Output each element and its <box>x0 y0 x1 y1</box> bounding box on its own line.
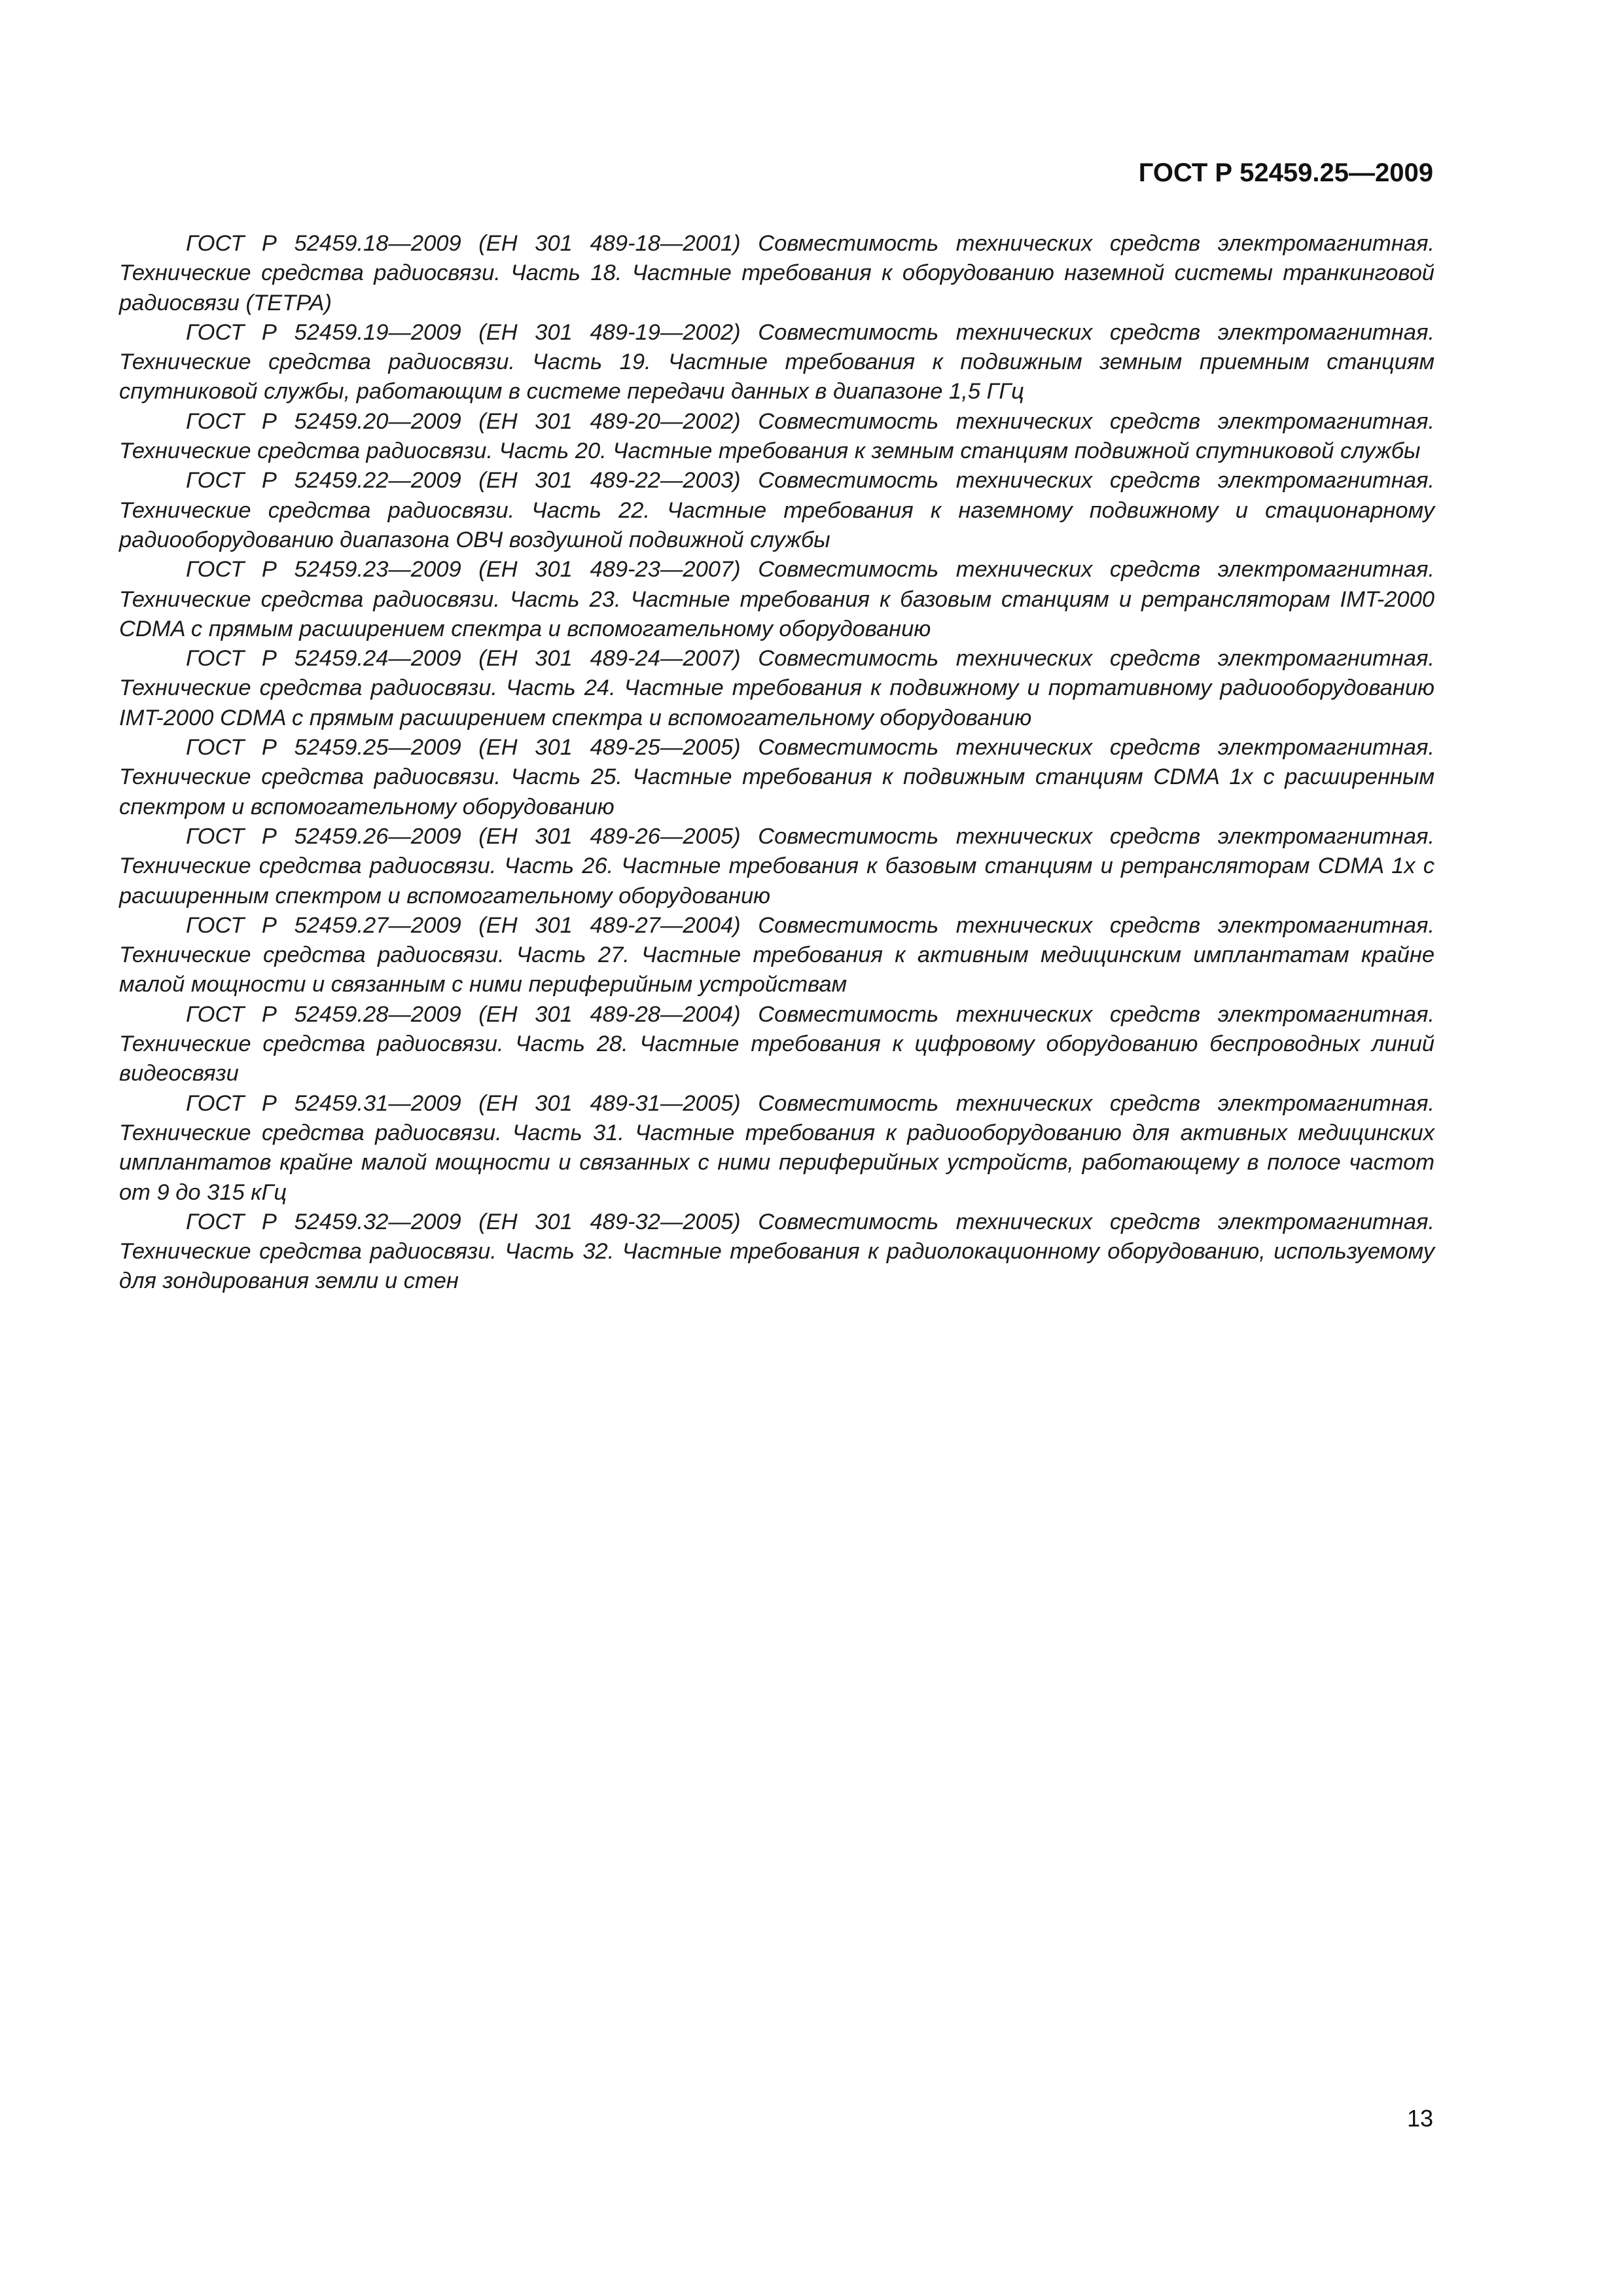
reference-item: ГОСТ Р 52459.32—2009 (ЕН 301 489-32—2005) Совместимость технических средств электромагнитная. Технические средства радиосвязи. Часть 32. Частные требования к радиолокационному оборудованию, используемому для зондирования земли и стен <box>119 1209 1435 1294</box>
reference-item: ГОСТ Р 52459.23—2009 (ЕН 301 489-23—2007) Совместимость технических средств электромагнитная. Технические средства радиосвязи. Часть 23. Частные требования к базовым станциям и ретрансляторам IMT-2000 CDMA с прямым расширением спектра и вспомогательному оборудованию <box>119 557 1435 641</box>
reference-item: ГОСТ Р 52459.18—2009 (ЕН 301 489-18—2001) Совместимость технических средств электромагнитная. Технические средства радиосвязи. Часть 18. Частные требования к оборудованию наземной системы транкинговой радиосвязи (ТЕТРА) <box>119 231 1435 315</box>
reference-item: ГОСТ Р 52459.28—2009 (ЕН 301 489-28—2004) Совместимость технических средств электромагнитная. Технические средства радиосвязи. Часть 28. Частные требования к цифровому оборудованию беспроводных линий видеосвязи <box>119 1001 1435 1086</box>
reference-item: ГОСТ Р 52459.31—2009 (ЕН 301 489-31—2005) Совместимость технических средств электромагнитная. Технические средства радиосвязи. Часть 31. Частные требования к радиооборудованию для активных медицинских имплантатов крайне малой мощности и связанных с ними периферийных устройств, работающему в полосе частот от 9 до 315 кГц <box>119 1090 1435 1205</box>
reference-item: ГОСТ Р 52459.25—2009 (ЕН 301 489-25—2005) Совместимость технических средств электромагнитная. Технические средства радиосвязи. Часть 25. Частные требования к подвижным станциям CDMA 1x с расширенным спектром и вспомогательному оборудованию <box>119 735 1435 819</box>
reference-item: ГОСТ Р 52459.24—2009 (ЕН 301 489-24—2007) Совместимость технических средств электромагнитная. Технические средства радиосвязи. Часть 24. Частные требования к подвижному и портативному радиооборудованию IMT-2000 CDMA с прямым расширением спектра и вспомогательному оборудованию <box>119 646 1435 730</box>
reference-item: ГОСТ Р 52459.27—2009 (ЕН 301 489-27—2004) Совместимость технических средств электромагнитная. Технические средства радиосвязи. Часть 27. Частные требования к активным медицинским имплантатам крайне малой мощности и связанным с ними периферийным устройствам <box>119 912 1435 997</box>
reference-item: ГОСТ Р 52459.26—2009 (ЕН 301 489-26—2005) Совместимость технических средств электромагнитная. Технические средства радиосвязи. Часть 26. Частные требования к базовым станциям и ретрансляторам CDMA 1x с расширенным спектром и вспомогательному оборудованию <box>119 823 1435 908</box>
page-number: 13 <box>1406 2105 1433 2132</box>
reference-item: ГОСТ Р 52459.20—2009 (ЕН 301 489-20—2002) Совместимость технических средств электромагнитная. Технические средства радиосвязи. Часть 20. Частные требования к земным станциям подвижной спутниковой службы <box>119 408 1435 464</box>
page-header-standard-code: ГОСТ Р 52459.25—2009 <box>1138 158 1433 187</box>
normative-references-list <box>119 229 1435 1297</box>
reference-item: ГОСТ Р 52459.22—2009 (ЕН 301 489-22—2003) Совместимость технических средств электромагнитная. Технические средства радиосвязи. Часть 22. Частные требования к наземному подвижному и стационарному радиооборудованию диапазона ОВЧ воздушной подвижной службы <box>119 468 1435 552</box>
reference-item: ГОСТ Р 52459.19—2009 (ЕН 301 489-19—2002) Совместимость технических средств электромагнитная. Технические средства радиосвязи. Часть 19. Частные требования к подвижным земным приемным станциям спутниковой службы, работающим в системе передачи данных в диапазоне 1,5 ГГц <box>119 319 1435 404</box>
